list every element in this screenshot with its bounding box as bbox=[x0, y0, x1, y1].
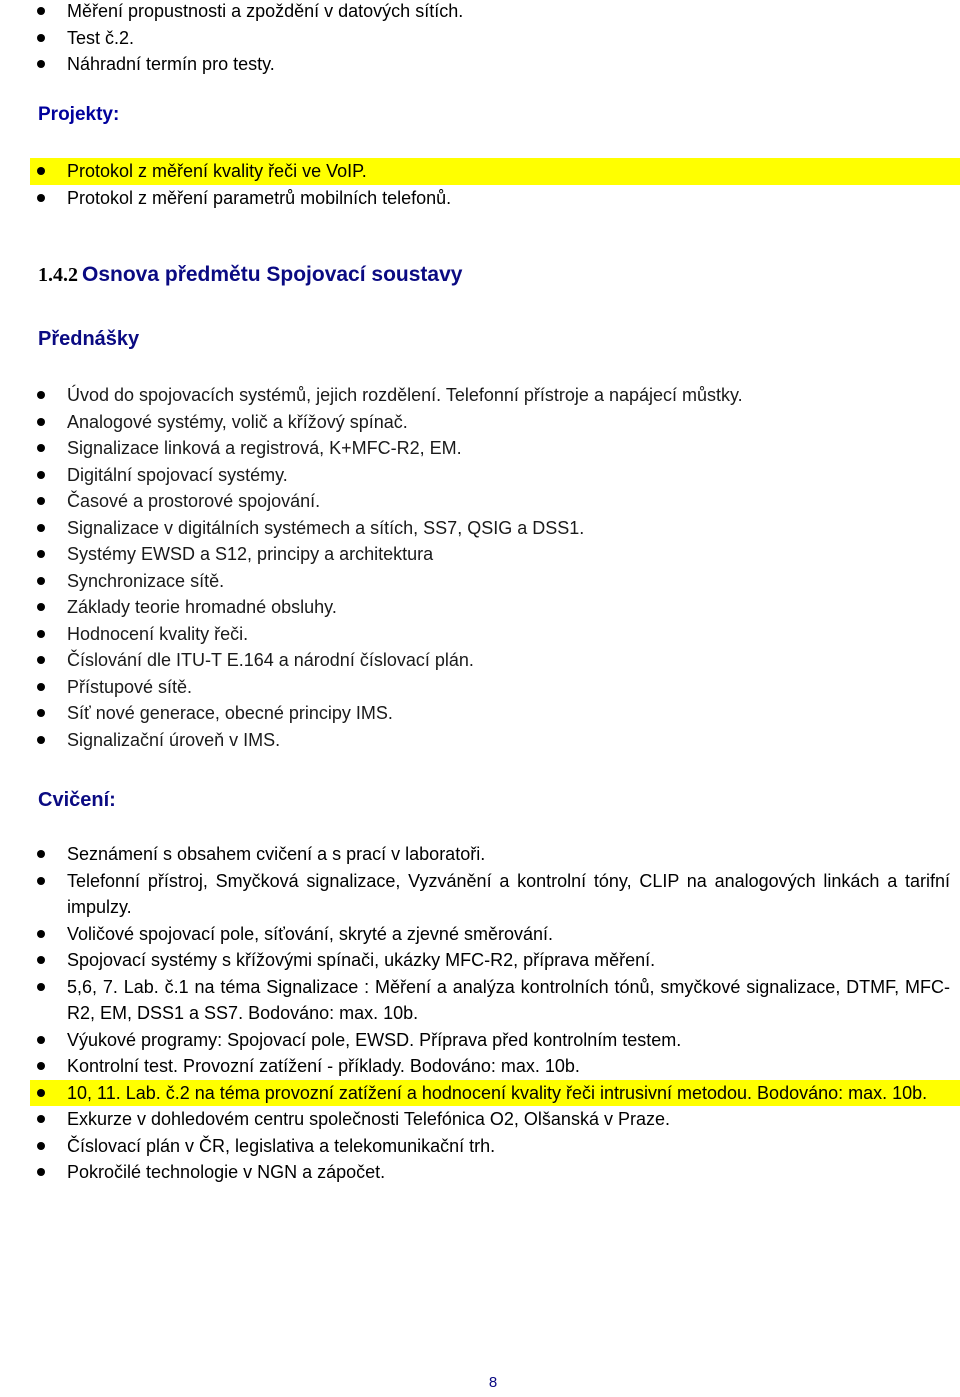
list-item: Síť nové generace, obecné principy IMS. bbox=[0, 700, 960, 727]
list-item: Signalizace linková a registrová, K+MFC-R2, EM. bbox=[0, 435, 960, 462]
bullet-icon bbox=[37, 444, 45, 452]
list-item: Synchronizace sítě. bbox=[0, 568, 960, 595]
page-number: 8 bbox=[488, 1374, 498, 1391]
list-item: Voličové spojovací pole, síťování, skryté a zjevné směrování. bbox=[0, 921, 960, 948]
list-item: Kontrolní test. Provozní zatížení - příklady. Bodováno: max. 10b. bbox=[0, 1053, 960, 1080]
cviceni-heading: Cvičení: bbox=[38, 789, 116, 811]
projekty-list bbox=[0, 158, 960, 211]
list-item: Telefonní přístroj, Smyčková signalizace, Vyzvánění a kontrolní tóny, CLIP na analogových linkách a tarifní impulzy. bbox=[0, 868, 960, 921]
bullet-icon bbox=[37, 709, 45, 717]
bullet-icon bbox=[37, 60, 45, 68]
bullet-icon bbox=[37, 930, 45, 938]
list-item: Měření propustnosti a zpoždění v datových sítích. bbox=[0, 0, 960, 25]
section-heading bbox=[38, 263, 462, 287]
bullet-icon bbox=[37, 1115, 45, 1123]
list-item: Test č.2. bbox=[0, 25, 960, 52]
bullet-icon bbox=[37, 194, 45, 202]
bullet-icon bbox=[37, 550, 45, 558]
bullet-icon bbox=[37, 497, 45, 505]
bullet-icon bbox=[37, 983, 45, 991]
bullet-icon bbox=[37, 1036, 45, 1044]
list-item: Systémy EWSD a S12, principy a architektura bbox=[0, 541, 960, 568]
list-item: Úvod do spojovacích systémů, jejich rozdělení. Telefonní přístroje a napájecí můstky. bbox=[0, 382, 960, 409]
list-item: Číslování dle ITU-T E.164 a národní číslovací plán. bbox=[0, 647, 960, 674]
list-item: Analogové systémy, volič a křížový spínač. bbox=[0, 409, 960, 436]
prednasky-heading: Přednášky bbox=[38, 328, 140, 350]
bullet-icon bbox=[37, 418, 45, 426]
bullet-icon bbox=[37, 524, 45, 532]
bullet-icon bbox=[37, 603, 45, 611]
list-item: Základy teorie hromadné obsluhy. bbox=[0, 594, 960, 621]
top-list bbox=[0, 0, 960, 78]
bullet-icon bbox=[37, 7, 45, 15]
list-item: Hodnocení kvality řeči. bbox=[0, 621, 960, 648]
bullet-icon bbox=[37, 471, 45, 479]
bullet-icon bbox=[37, 391, 45, 399]
section-title: Osnova předmětu Spojovací soustavy bbox=[82, 263, 463, 286]
bullet-icon bbox=[37, 1089, 45, 1097]
bullet-icon bbox=[37, 1142, 45, 1150]
list-item: Signalizace v digitálních systémech a sítích, SS7, QSIG a DSS1. bbox=[0, 515, 960, 542]
list-item-highlighted: 10, 11. Lab. č.2 na téma provozní zatížení a hodnocení kvality řeči intrusivní metodou. Bodováno: max. 10b. bbox=[30, 1080, 960, 1107]
list-item: Pokročilé technologie v NGN a zápočet. bbox=[0, 1159, 960, 1186]
projekty-heading: Projekty: bbox=[38, 104, 120, 125]
bullet-icon bbox=[37, 1062, 45, 1070]
list-item: Časové a prostorové spojování. bbox=[0, 488, 960, 515]
bullet-icon bbox=[37, 577, 45, 585]
list-item-highlighted: Protokol z měření kvality řeči ve VoIP. bbox=[30, 158, 960, 185]
list-item: Protokol z měření parametrů mobilních telefonů. bbox=[0, 185, 960, 212]
list-item: 5,6, 7. Lab. č.1 na téma Signalizace : Měření a analýza kontrolních tónů, smyčkové signalizace, DTMF, MFC-R2, EM, DSS1 a SS7. Bodováno: max. 10b. bbox=[0, 974, 960, 1027]
list-item: Exkurze v dohledovém centru společnosti Telefónica O2, Olšanská v Praze. bbox=[0, 1106, 960, 1133]
cviceni-list bbox=[0, 841, 960, 1186]
list-item: Výukové programy: Spojovací pole, EWSD. Příprava před kontrolním testem. bbox=[0, 1027, 960, 1054]
bullet-icon bbox=[37, 956, 45, 964]
section-number: 1.4.2 bbox=[38, 264, 78, 286]
list-item: Seznámení s obsahem cvičení a s prací v laboratoři. bbox=[0, 841, 960, 868]
list-item: Spojovací systémy s křížovými spínači, ukázky MFC-R2, příprava měření. bbox=[0, 947, 960, 974]
list-item: Číslovací plán v ČR, legislativa a telekomunikační trh. bbox=[0, 1133, 960, 1160]
list-item: Digitální spojovací systémy. bbox=[0, 462, 960, 489]
bullet-icon bbox=[37, 167, 45, 175]
bullet-icon bbox=[37, 1168, 45, 1176]
prednasky-list bbox=[0, 382, 960, 753]
bullet-icon bbox=[37, 850, 45, 858]
bullet-icon bbox=[37, 736, 45, 744]
bullet-icon bbox=[37, 630, 45, 638]
list-item: Signalizační úroveň v IMS. bbox=[0, 727, 960, 754]
bullet-icon bbox=[37, 656, 45, 664]
list-item: Přístupové sítě. bbox=[0, 674, 960, 701]
list-item: Náhradní termín pro testy. bbox=[0, 51, 960, 78]
bullet-icon bbox=[37, 683, 45, 691]
bullet-icon bbox=[37, 34, 45, 42]
bullet-icon bbox=[37, 877, 45, 885]
